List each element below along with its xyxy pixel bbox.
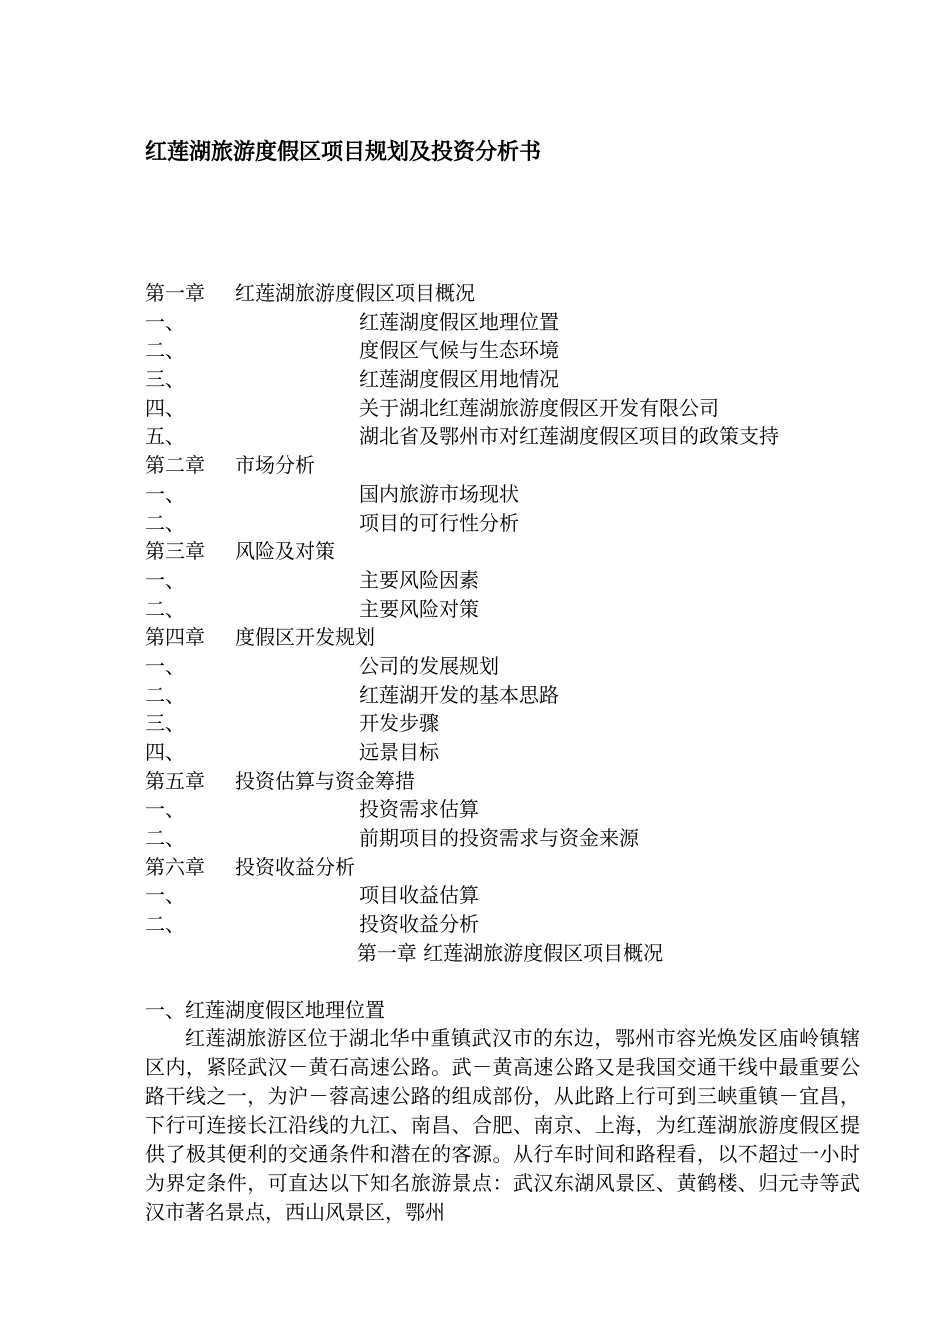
chapter-heading: 第一章 红莲湖旅游度假区项目概况 xyxy=(356,941,664,965)
toc-label: 远景目标 xyxy=(359,740,439,764)
toc-item-row xyxy=(145,365,865,394)
toc-item-row xyxy=(145,394,865,423)
toc-label: 项目收益估算 xyxy=(359,883,479,908)
toc-number: 四、 xyxy=(145,395,185,420)
toc-item-row xyxy=(145,910,865,939)
toc-label: 项目的可行性分析 xyxy=(359,510,519,535)
toc-label: 投资收益分析 xyxy=(235,854,355,879)
toc-label: 国内旅游市场现状 xyxy=(359,481,519,506)
toc-label: 投资估算与资金筹措 xyxy=(235,768,415,793)
toc-item-row xyxy=(145,595,865,624)
toc-item-row xyxy=(145,824,865,853)
toc-label: 公司的发展规划 xyxy=(359,653,499,678)
toc-label: 前期项目的投资需求与资金来源 xyxy=(359,826,639,851)
toc-number: 二、 xyxy=(145,682,185,707)
toc-number: 五、 xyxy=(145,424,185,449)
toc-item-row xyxy=(145,738,865,767)
toc-number: 第六章 xyxy=(145,854,205,879)
toc-label: 市场分析 xyxy=(235,453,315,478)
toc-label: 红莲湖旅游度假区项目概况 xyxy=(235,281,475,305)
toc-label: 主要风险因素 xyxy=(359,567,479,592)
toc-item-row xyxy=(145,681,865,710)
toc-chapter-row xyxy=(145,279,865,308)
toc-label: 红莲湖度假区用地情况 xyxy=(359,367,559,392)
toc-number: 二、 xyxy=(145,338,185,363)
toc-item-row xyxy=(145,509,865,538)
toc-number: 一、 xyxy=(145,481,185,506)
toc-number: 一、 xyxy=(145,883,185,908)
document-title: 红莲湖旅游度假区项目规划及投资分析书 xyxy=(145,139,542,165)
toc-item-row xyxy=(145,308,865,337)
toc-number: 第二章 xyxy=(145,453,205,478)
toc-label: 红莲湖开发的基本思路 xyxy=(359,682,559,707)
toc-chapter-row xyxy=(145,767,865,796)
toc-number: 第三章 xyxy=(145,539,205,564)
toc-label: 关于湖北红莲湖旅游度假区开发有限公司 xyxy=(359,395,719,420)
toc-label: 红莲湖度假区地理位置 xyxy=(359,309,559,334)
toc-number: 二、 xyxy=(145,912,185,937)
toc-label: 投资收益分析 xyxy=(359,912,479,937)
toc-item-row xyxy=(145,881,865,910)
toc-chapter-row xyxy=(145,623,865,652)
toc-label: 度假区开发规划 xyxy=(235,625,375,650)
toc-label: 湖北省及鄂州市对红莲湖度假区项目的政策支持 xyxy=(359,424,779,449)
toc-number: 第四章 xyxy=(145,625,205,650)
toc-label: 主要风险对策 xyxy=(359,596,479,621)
toc-chapter-row xyxy=(145,537,865,566)
toc-number: 一、 xyxy=(145,309,185,334)
toc-item-row xyxy=(145,709,865,738)
toc-number: 一、 xyxy=(145,797,185,822)
toc-number: 三、 xyxy=(145,711,185,736)
toc-label: 开发步骤 xyxy=(359,711,439,736)
table-of-contents xyxy=(145,279,865,939)
body-paragraph: 红莲湖旅游区位于湖北华中重镇武汉市的东边，鄂州市容光焕发区庙岭镇辖区内，紧陉武汉－黄石高速公路。武－黄高速公路又是我国交通干线中最重要公路干线之一，为沪－蓉高速公路的组成部份，从此路上行可到三峡重镇－宜昌，下行可连接长江沿线的九江、南昌、合肥、南京、上海，为红莲湖旅游度假区提供了极其便利的交通条件和潜在的客源。从行车时间和路程看，以不超过一小时为界定条件，可直达以下知名旅游景点：武汉东湖风景区、黄鹤楼、归元寺等武汉市著名景点，西山风景区，鄂州 xyxy=(145,1026,860,1224)
toc-item-row xyxy=(145,422,865,451)
toc-number: 三、 xyxy=(145,367,185,392)
toc-number: 二、 xyxy=(145,826,185,851)
toc-chapter-row xyxy=(145,451,865,480)
toc-number: 第五章 xyxy=(145,768,205,793)
toc-label: 风险及对策 xyxy=(235,539,335,564)
toc-item-row xyxy=(145,652,865,681)
toc-number: 第一章 xyxy=(145,281,205,305)
section-heading: 一、红莲湖度假区地理位置 xyxy=(145,998,385,1022)
toc-number: 二、 xyxy=(145,596,185,621)
toc-chapter-row xyxy=(145,853,865,882)
toc-item-row xyxy=(145,566,865,595)
toc-number: 四、 xyxy=(145,740,185,764)
toc-label: 度假区气候与生态环境 xyxy=(359,338,559,363)
toc-number: 一、 xyxy=(145,653,185,678)
toc-label: 投资需求估算 xyxy=(359,797,479,822)
toc-item-row xyxy=(145,795,865,824)
toc-number: 二、 xyxy=(145,510,185,535)
toc-number: 一、 xyxy=(145,567,185,592)
toc-item-row xyxy=(145,480,865,509)
toc-item-row xyxy=(145,336,865,365)
